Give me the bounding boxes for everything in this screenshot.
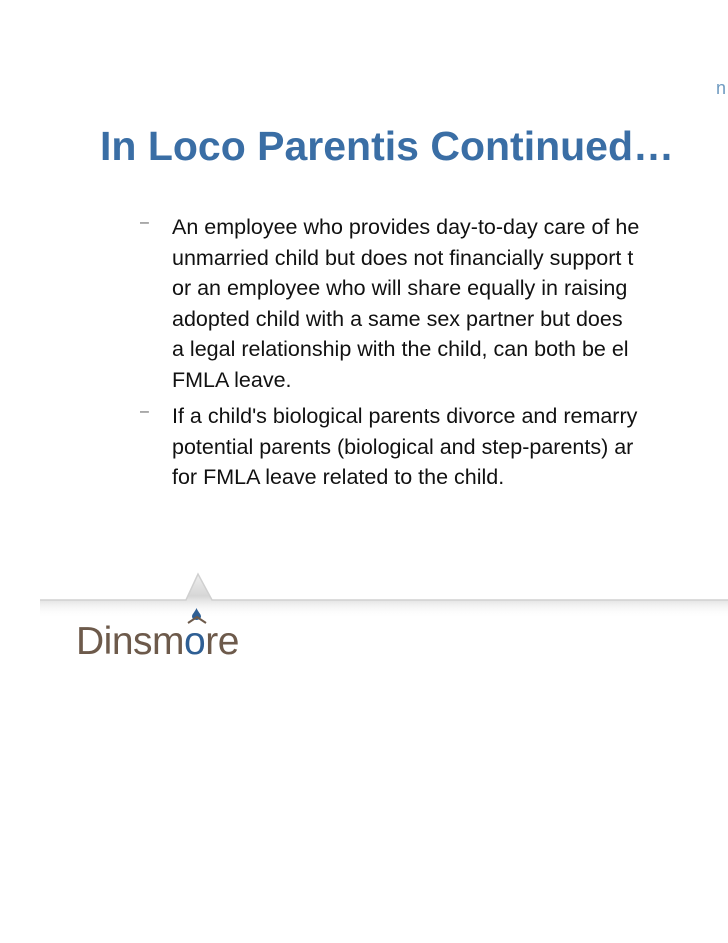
slide-title: In Loco Parentis Continued… [100, 123, 675, 169]
logo-o-letter [184, 620, 205, 663]
bullet-list [140, 212, 639, 499]
bullet-dash-icon: – [140, 403, 149, 420]
logo-o-text: o [184, 620, 206, 663]
bullet-2-line-1: If a child's biological parents divorce and remarry [172, 404, 638, 428]
circumflex-icon [187, 616, 207, 624]
bullet-2-line-3: for FMLA leave related to the child. [172, 465, 505, 489]
logo-text-start: Dinsm [76, 620, 185, 663]
bullet-1-line-6: FMLA leave. [172, 367, 292, 392]
bullet-item-2 [140, 401, 639, 493]
logo-text-end: re [205, 620, 239, 663]
bullet-1-line-1: An employee who provides day-to-day care of he [172, 215, 640, 239]
bullet-dash-icon: – [140, 214, 149, 231]
bullet-1-line-2: unmarried child but does not financially support t [172, 245, 634, 270]
dinsmore-logo [76, 622, 239, 661]
corner-text-fragment: n [716, 78, 727, 98]
bullet-1-line-4: adopted child with a same sex partner but does [172, 306, 623, 331]
bullet-1-line-3: or an employee who will share equally in raising [172, 276, 628, 300]
bullet-item-1 [140, 212, 639, 395]
bullet-2-line-2: potential parents (biological and step-parents) ar [172, 434, 634, 459]
bullet-1-line-5: a legal relationship with the child, can both be el [172, 337, 629, 361]
